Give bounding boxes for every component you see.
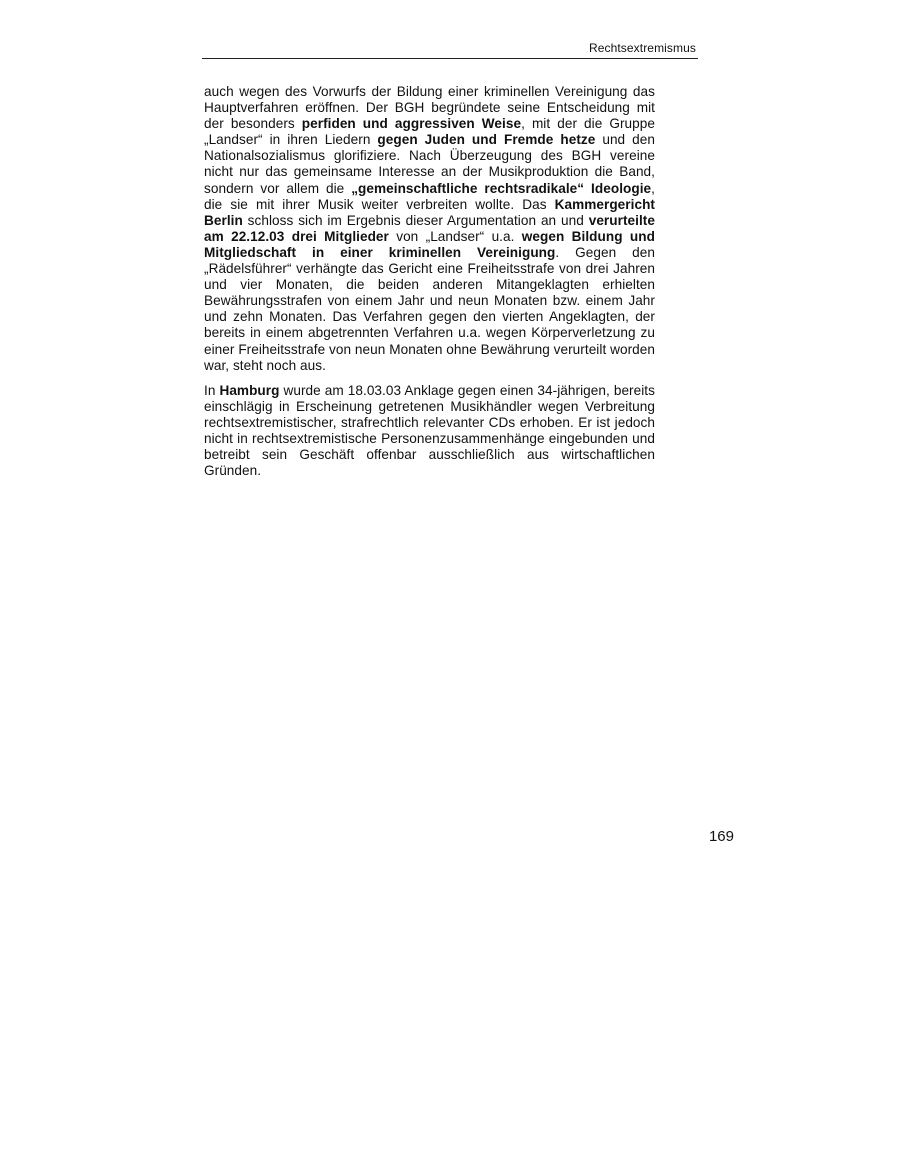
bold-text-segment: Kammergericht Berlin	[204, 196, 655, 228]
page-number: 169	[708, 828, 734, 845]
bold-text-segment: wegen Bildung und Mitgliedschaft in einer kriminellen Vereinigung	[204, 228, 655, 260]
body-text	[204, 84, 655, 479]
text-segment: wurde am 18.03.03 Anklage gegen einen 34-jährigen, bereits einschlägig in Erscheinung getretenen Musikhändler wegen Verbreitung rechtsextremistischer, strafrechtlich relevanter CDs erhoben. Er ist jedoch nicht in rechtsextremistische Personenzusammenhänge eingebunden und betreibt sein Geschäft offenbar ausschließlich aus wirtschaftlichen Gründen.	[204, 382, 655, 479]
bold-text-segment: „gemeinschaftliche rechtsradikale“ Ideologie	[351, 180, 652, 196]
text-segment: In	[204, 382, 220, 398]
bold-text-segment: Hamburg	[219, 382, 280, 398]
running-header-title: Rechtsextremismus	[588, 41, 696, 55]
text-segment: , mit der die Gruppe „Landser“ in ihren Liedern	[204, 116, 655, 148]
text-segment: , die sie mit ihrer Musik weiter verbreiten wollte. Das	[204, 180, 655, 212]
text-segment: schloss sich im Ergebnis dieser Argumentation an und	[242, 212, 589, 228]
paragraph-hamburg-indictment	[204, 383, 655, 480]
running-header	[202, 42, 698, 59]
text-segment: auch wegen des Vorwurfs der Bildung einer kriminellen Vereinigung das Hauptverfahren eröffnen. Der BGH begründete seine Entscheidung mit der besonders	[204, 84, 655, 132]
bold-text-segment: gegen Juden und Fremde hetze	[377, 132, 596, 148]
paragraph-landser-verdict	[204, 84, 655, 374]
bold-text-segment: verurteilte am 22.12.03 drei Mitglieder	[204, 212, 655, 244]
bold-text-segment: perfiden und aggressiven Weise	[301, 116, 522, 132]
text-segment: und den Nationalsozialismus glorifiziere. Nach Überzeugung des BGH vereine nicht nur das gemeinsame Interesse an der Musikproduktion die Band, sondern vor allem die	[204, 132, 655, 196]
text-segment: von „Landser“ u.a.	[388, 228, 522, 244]
text-segment: . Gegen den „Rädelsführer“ verhängte das Gericht eine Freiheitsstrafe von drei Jahren und vier Monaten, die beiden anderen Mitangeklagten erhielten Bewährungsstrafen von einem Jahr und neun Monaten bzw. einem Jahr und zehn Monaten. Das Verfahren gegen den vierten Angeklagten, der bereits in einem abgetrennten Verfahren u.a. wegen Körperverletzung zu einer Freiheitsstrafe von neun Monaten ohne Bewährung verurteilt worden war, steht noch aus.	[204, 244, 655, 373]
